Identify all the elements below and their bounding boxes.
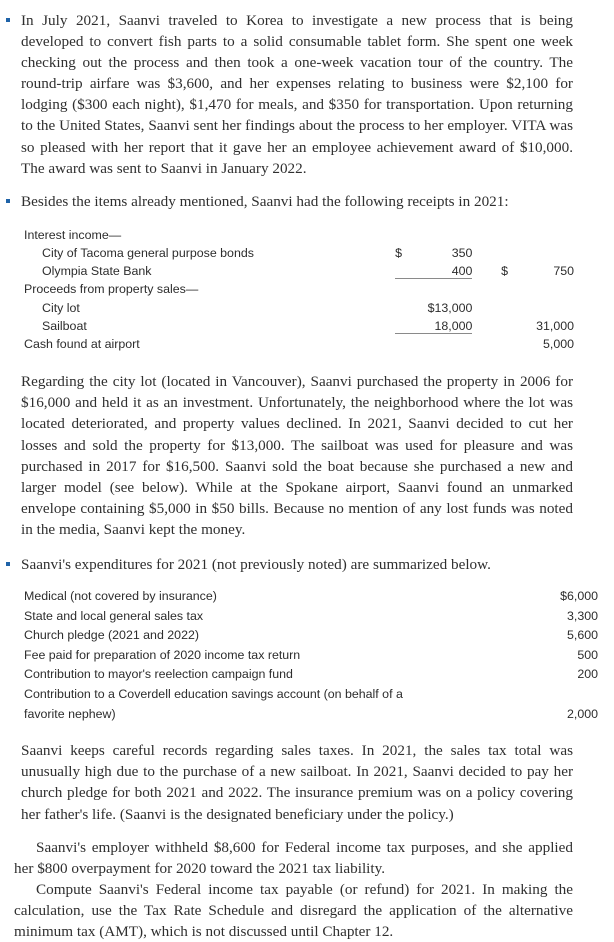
square-bullet-icon xyxy=(6,562,10,566)
receipts-row-label: Interest income— xyxy=(24,227,122,242)
table-row xyxy=(0,626,614,646)
receipts-row-amount1: $13,000 xyxy=(427,300,473,315)
narrative-paragraph-city-lot: Regarding the city lot (located in Vancouver), Saanvi purchased the property in 2006 for $16,000 and held it as an investment. Unfortunately, the neighborhood where the lot was located deteriorated, and property values declined. In 2021, Saanvi decided to cut her losses and sold the property for $13,000. The sailboat was used for pleasure and was purchased in 2017 for $16,500. Saanvi sold the boat because she purchased a new and larger model (see below). While at the Spokane airport, Saanvi found an unmarked envelope containing $5,000 in $50 bills. Because no mention of any lost funds was noted in the media, Saanvi kept the money. xyxy=(21,373,573,538)
bullet-paragraph-expenditures-intro: Saanvi's expenditures for 2021 (not previously noted) are summarized below. xyxy=(21,556,491,574)
expenditures-table xyxy=(0,587,614,724)
receipts-row-amount2-symbol xyxy=(501,226,519,244)
receipts-row-amount2-symbol xyxy=(501,317,519,335)
expenditure-row-amount xyxy=(454,685,614,705)
expenditure-row-label: Contribution to a Coverdell education savings account (on behalf of a xyxy=(24,687,403,702)
receipts-row-label: Proceeds from property sales— xyxy=(24,282,199,297)
receipts-row-label: City lot xyxy=(42,300,80,315)
subtotal-rule xyxy=(395,333,413,334)
narrative-block-sales-tax xyxy=(0,740,614,824)
receipts-row-label: Sailboat xyxy=(42,318,87,333)
amount-text: 18,000 xyxy=(434,318,473,333)
expenditure-row-label: State and local general sales tax xyxy=(24,608,204,623)
receipts-row-label: Cash found at airport xyxy=(24,337,140,352)
receipts-row-amount1 xyxy=(413,335,473,353)
bullet-paragraph-korea-trip: In July 2021, Saanvi traveled to Korea to investigate a new process that is being developed to convert fish parts to a solid consumable tablet form. She spent one week checking out the process and then took a one-week vacation tour of the country. The round-trip airfare was $3,600, and her expenses relating to business were $2,100 for lodging ($300 each night), $1,470 for meals, and $350 for transportation. Upon returning to the United States, Saanvi sent her findings about the process to her employer. VITA was so pleased with her report that it gave her an employee achievement award of $10,000. The award was sent to Saanvi in January 2022. xyxy=(21,12,573,177)
gap-before-receipts-table xyxy=(0,212,614,226)
table-row xyxy=(0,262,574,280)
table-row xyxy=(0,646,614,666)
table-row xyxy=(0,705,614,725)
paragraph-compute-tax: Compute Saanvi's Federal income tax payable (or refund) for 2021. In making the calculation, use the Tax Rate Schedule and disregard the application of the alternative minimum tax (AMT), which is not discussed until Chapter 12. xyxy=(14,880,573,941)
table-row xyxy=(0,244,574,262)
bullet-item-korea-trip xyxy=(0,10,614,179)
expenditure-row-label: Contribution to mayor's reelection campaign fund xyxy=(24,667,293,682)
receipts-row-amount1-symbol: $ xyxy=(395,246,403,261)
gap-after-receipts-table xyxy=(0,353,614,371)
table-row xyxy=(0,685,614,705)
receipts-row-amount1-symbol xyxy=(395,262,413,280)
bullet-item-receipts-intro xyxy=(0,191,614,212)
expenditure-row-amount: 500 xyxy=(577,647,598,662)
gap-after-bullet-1 xyxy=(0,179,614,191)
gap-after-expenditures-table xyxy=(0,724,614,740)
receipts-row-label: Olympia State Bank xyxy=(42,264,152,279)
receipts-row-amount2: 5,000 xyxy=(542,337,574,352)
receipts-table xyxy=(0,226,574,353)
receipts-row-amount1-symbol xyxy=(395,335,413,353)
receipts-row-amount1 xyxy=(413,317,473,335)
receipts-column-gap xyxy=(472,226,501,244)
receipts-row-amount1-symbol xyxy=(395,280,413,298)
narrative-block-city-lot xyxy=(0,371,614,540)
table-row xyxy=(0,317,574,335)
table-row xyxy=(0,280,574,298)
table-row xyxy=(0,665,614,685)
receipts-row-amount2 xyxy=(519,280,574,298)
gap-before-closing-paragraphs xyxy=(0,825,614,837)
receipts-row-amount1 xyxy=(413,262,473,280)
receipts-column-gap xyxy=(472,244,501,262)
table-row xyxy=(0,607,614,627)
receipts-column-gap xyxy=(472,262,501,280)
receipts-column-gap xyxy=(472,299,501,317)
receipts-row-amount1: 350 xyxy=(451,246,473,261)
receipts-row-amount2-symbol xyxy=(501,244,519,262)
receipts-row-amount1-symbol xyxy=(395,299,413,317)
receipts-row-amount2 xyxy=(519,299,574,317)
receipts-row-amount1-symbol xyxy=(395,226,413,244)
subtotal-rule xyxy=(413,278,473,279)
top-spacer xyxy=(0,0,614,10)
square-bullet-icon xyxy=(6,199,10,203)
table-row xyxy=(0,587,614,607)
receipts-column-gap xyxy=(472,280,501,298)
receipts-row-amount2: 31,000 xyxy=(536,318,574,333)
paragraph-withholding: Saanvi's employer withheld $8,600 for Federal income tax purposes, and she applied her $800 overpayment for 2020 toward the 2021 tax liability. xyxy=(14,838,573,877)
table-row xyxy=(0,299,574,317)
gap-before-bullet-3 xyxy=(0,540,614,554)
receipts-row-amount2-symbol xyxy=(501,280,519,298)
expenditure-row-amount: 200 xyxy=(577,667,598,682)
narrative-paragraph-sales-tax: Saanvi keeps careful records regarding sales taxes. In 2021, the sales tax total was unusually high due to the purchase of a new sailboat. In 2021, Saanvi decided to pay her church pledge for both 2021 and 2022. The insurance premium was on a policy covering her father's life. (Saanvi is the designated beneficiary under the policy.) xyxy=(21,742,573,823)
receipts-row-amount2 xyxy=(519,244,574,262)
square-bullet-icon xyxy=(6,18,10,22)
gap-before-expenditures-table xyxy=(0,575,614,587)
amount-text: 400 xyxy=(451,264,473,279)
receipts-column-gap xyxy=(472,317,501,335)
receipts-row-amount1-symbol xyxy=(395,317,413,335)
expenditure-row-label-continued: favorite nephew) xyxy=(24,706,116,721)
receipts-row-amount2-symbol: $ xyxy=(501,264,509,279)
receipts-column-gap xyxy=(472,335,501,353)
receipts-row-amount2 xyxy=(519,226,574,244)
expenditure-row-label: Fee paid for preparation of 2020 income tax return xyxy=(24,647,301,662)
receipts-row-amount2-symbol xyxy=(501,299,519,317)
table-row xyxy=(0,226,574,244)
bullet-paragraph-receipts-intro: Besides the items already mentioned, Saanvi had the following receipts in 2021: xyxy=(21,192,509,210)
expenditure-row-amount: 3,300 xyxy=(566,608,598,623)
receipts-row-amount1 xyxy=(413,280,473,298)
table-row xyxy=(0,335,574,353)
expenditure-row-amount: 5,600 xyxy=(566,628,598,643)
bullet-item-expenditures-intro xyxy=(0,554,614,575)
receipts-row-amount2-symbol xyxy=(501,335,519,353)
receipts-row-amount1 xyxy=(413,226,473,244)
expenditure-row-amount: 2,000 xyxy=(566,706,598,721)
expenditure-row-label: Church pledge (2021 and 2022) xyxy=(24,628,199,643)
receipts-row-amount2: 750 xyxy=(553,264,574,279)
subtotal-rule xyxy=(413,333,473,334)
expenditure-row-amount: $6,000 xyxy=(560,589,598,604)
receipts-row-label: City of Tacoma general purpose bonds xyxy=(42,246,254,261)
subtotal-rule xyxy=(395,278,413,279)
expenditure-row-label: Medical (not covered by insurance) xyxy=(24,589,217,604)
